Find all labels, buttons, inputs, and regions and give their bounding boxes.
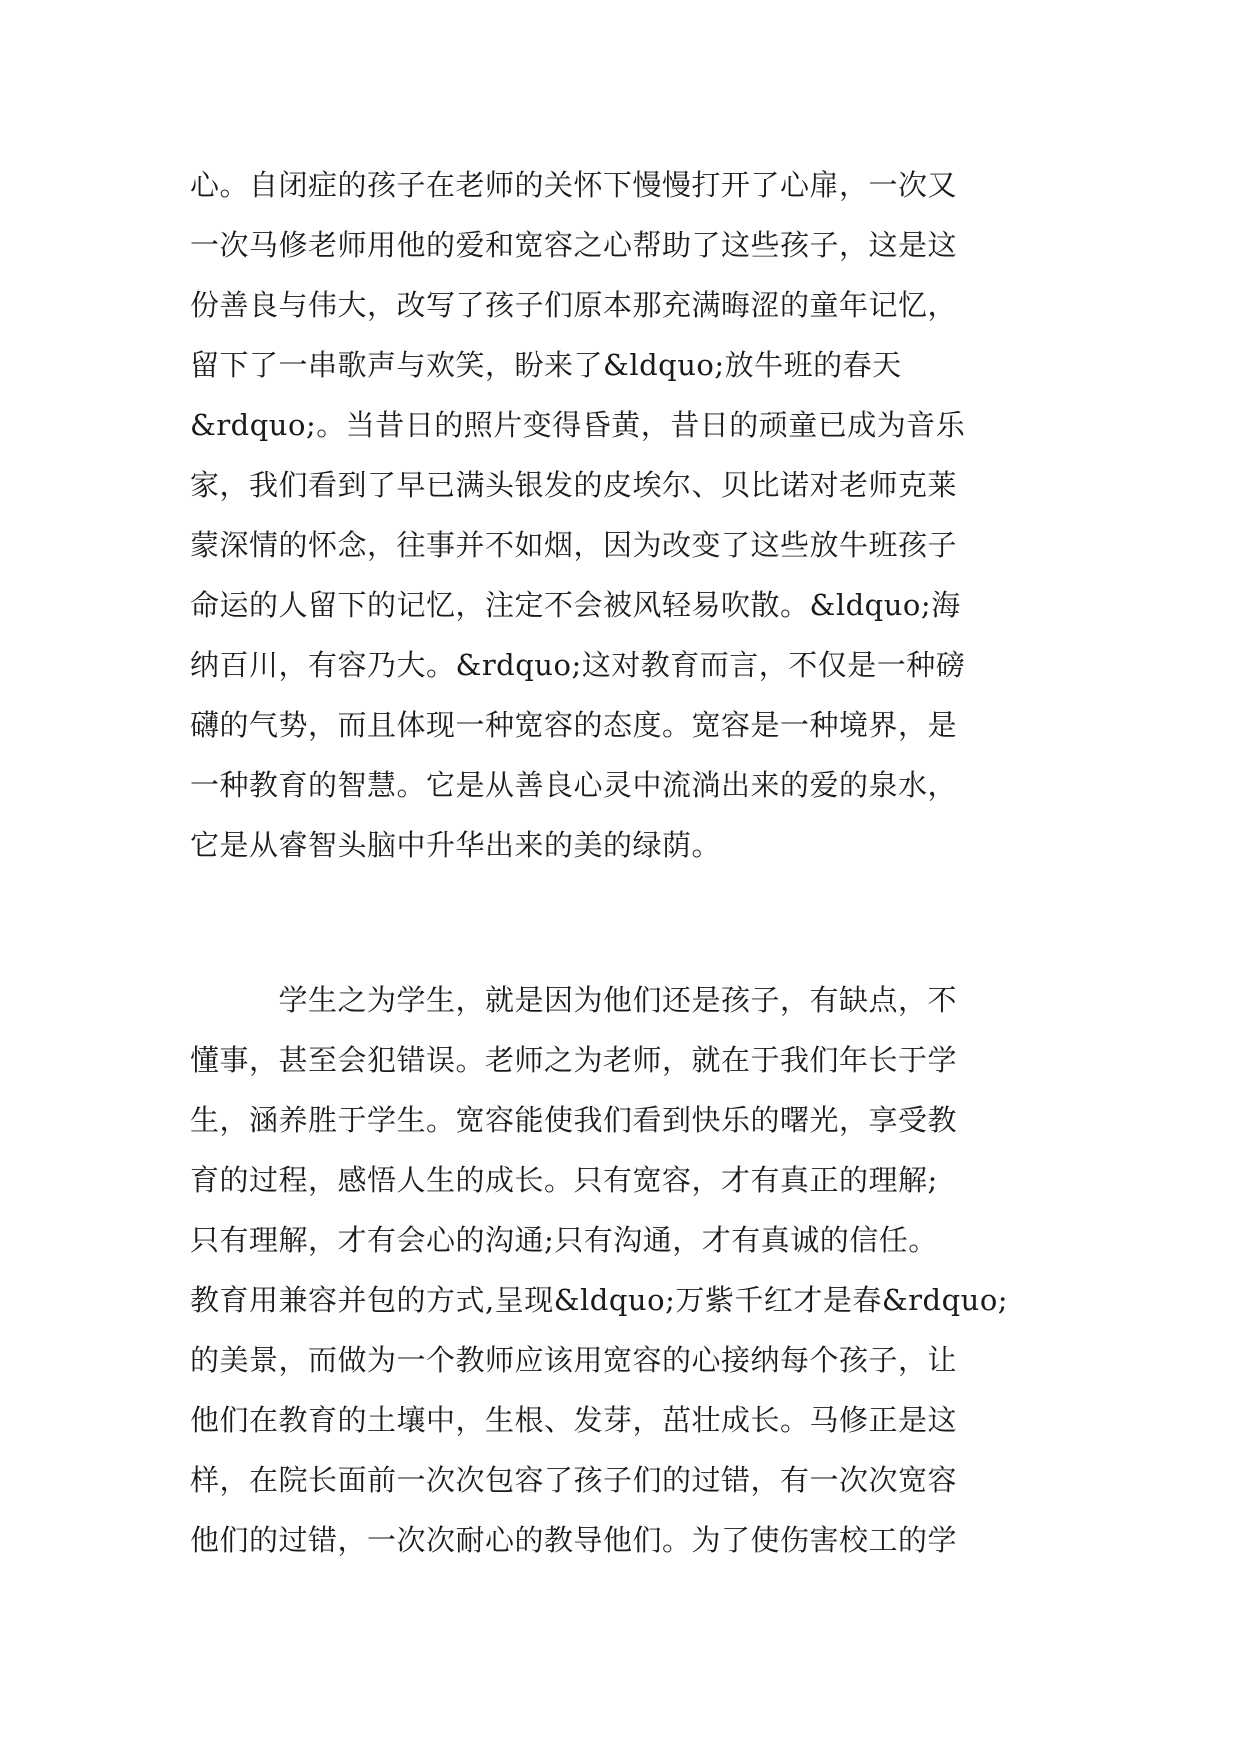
paragraph-1	[190, 155, 1070, 875]
text-line: 纳百川，有容乃大。&rdquo;这对教育而言，不仅是一种磅	[190, 648, 966, 682]
text-line: 心。自闭症的孩子在老师的关怀下慢慢打开了心扉，一次又	[190, 168, 958, 202]
text-line: 生，涵养胜于学生。宽容能使我们看到快乐的曙光，享受教	[190, 1103, 958, 1137]
text-line: 他们的过错，一次次耐心的教导他们。为了使伤害校工的学	[190, 1523, 958, 1557]
text-line: 懂事，甚至会犯错误。老师之为老师，就在于我们年长于学	[190, 1043, 958, 1077]
text-line: 留下了一串歌声与欢笑，盼来了&ldquo;放牛班的春天	[190, 348, 902, 382]
text-line: 教育用兼容并包的方式,呈现&ldquo;万紫千红才是春&rdquo;	[190, 1283, 1009, 1317]
text-line: 命运的人留下的记忆，注定不会被风轻易吹散。&ldquo;海	[190, 588, 961, 622]
text-line: 他们在教育的土壤中，生根、发芽，茁壮成长。马修正是这	[190, 1403, 958, 1437]
text-line: 它是从睿智头脑中升华出来的美的绿荫。	[190, 828, 722, 862]
text-line: 一次马修老师用他的爱和宽容之心帮助了这些孩子，这是这	[190, 228, 958, 262]
text-line: 蒙深情的怀念，往事并不如烟，因为改变了这些放牛班孩子	[190, 528, 958, 562]
text-line: &rdquo;。当昔日的照片变得昏黄，昔日的顽童已成为音乐	[190, 408, 966, 442]
text-line: 样，在院长面前一次次包容了孩子们的过错，有一次次宽容	[190, 1463, 958, 1497]
text-line: 育的过程，感悟人生的成长。只有宽容，才有真正的理解;	[190, 1163, 938, 1197]
paragraph-2	[190, 970, 1070, 1570]
text-line: 一种教育的智慧。它是从善良心灵中流淌出来的爱的泉水，	[190, 768, 958, 802]
text-line: 只有理解，才有会心的沟通;只有沟通，才有真诚的信任。	[190, 1223, 938, 1257]
text-line: 的美景，而做为一个教师应该用宽容的心接纳每个孩子，让	[190, 1343, 958, 1377]
text-line: 学生之为学生，就是因为他们还是孩子，有缺点，不	[190, 983, 958, 1017]
text-line: 份善良与伟大，改写了孩子们原本那充满晦涩的童年记忆，	[190, 288, 958, 322]
text-line: 家，我们看到了早已满头银发的皮埃尔、贝比诺对老师克莱	[190, 468, 958, 502]
text-line: 礴的气势，而且体现一种宽容的态度。宽容是一种境界，是	[190, 708, 958, 742]
